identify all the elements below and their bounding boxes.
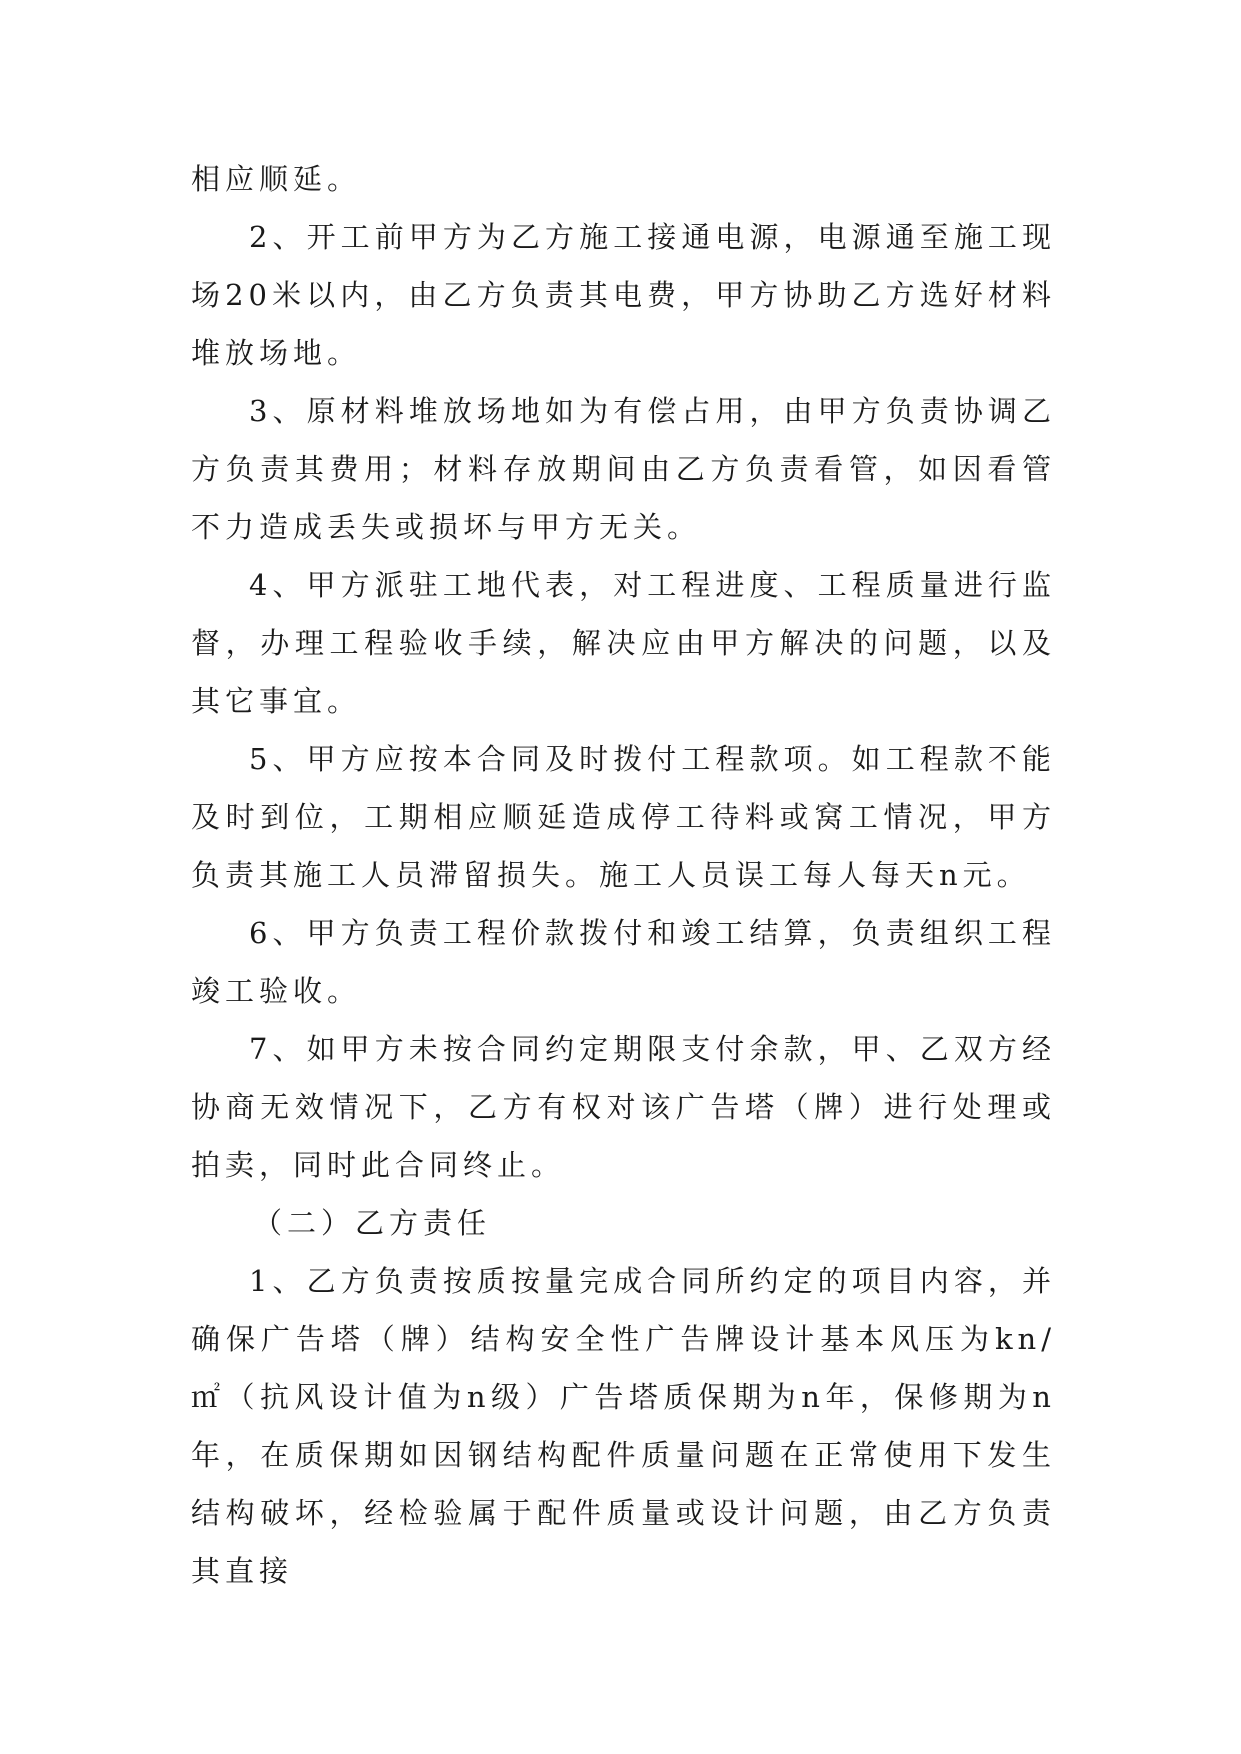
paragraph-item-5: 5、甲方应按本合同及时拨付工程款项。如工程款不能及时到位，工期相应顺延造成停工待料或窝工情况，甲方负责其施工人员滞留损失。施工人员误工每人每天n元。 — [191, 742, 1056, 892]
paragraph-party-b-item-1: 1、乙方负责按质按量完成合同所约定的项目内容，并确保广告塔（牌）结构安全性广告牌设计基本风压为kn/㎡（抗风设计值为n级）广告塔质保期为n年，保修期为n年，在质保期如因钢结构配件质量问题在正常使用下发生结构破坏，经检验属于配件质量或设计问题，由乙方负责其直接 — [191, 1264, 1056, 1588]
paragraph-item-7: 7、如甲方未按合同约定期限支付余款，甲、乙双方经协商无效情况下，乙方有权对该广告塔（牌）进行处理或拍卖，同时此合同终止。 — [191, 1032, 1056, 1182]
paragraph-item-6: 6、甲方负责工程价款拨付和竣工结算，负责组织工程竣工验收。 — [191, 916, 1056, 1008]
section-heading-party-b: （二）乙方责任 — [253, 1206, 492, 1240]
paragraph-continuation: 相应顺延。 — [191, 162, 362, 196]
paragraph-item-4: 4、甲方派驻工地代表，对工程进度、工程质量进行监督，办理工程验收手续，解决应由甲方解决的问题，以及其它事宜。 — [191, 568, 1056, 718]
contract-body — [191, 150, 1056, 1600]
paragraph-item-2: 2、开工前甲方为乙方施工接通电源，电源通至施工现场20米以内，由乙方负责其电费，甲方协助乙方选好材料堆放场地。 — [191, 220, 1056, 370]
paragraph-item-3: 3、原材料堆放场地如为有偿占用，由甲方负责协调乙方负责其费用；材料存放期间由乙方负责看管，如因看管不力造成丢失或损坏与甲方无关。 — [191, 394, 1056, 544]
